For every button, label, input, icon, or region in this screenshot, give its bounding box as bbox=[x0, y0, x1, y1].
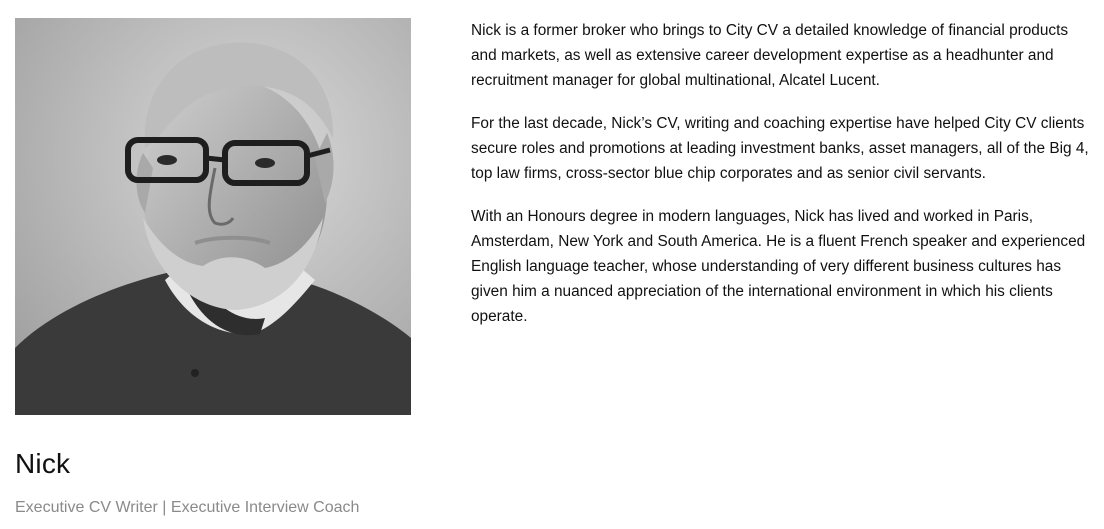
bio-paragraph-1: Nick is a former broker who brings to City CV a detailed knowledge of financial products and markets, as well as extensive career development expertise as a headhunter and recruitment manager for global multinational, Alcatel Lucent. bbox=[471, 22, 1069, 89]
bio-text bbox=[471, 18, 1097, 347]
profile-name: Nick bbox=[15, 448, 71, 479]
bio-paragraph-3: With an Honours degree in modern languages, Nick has lived and worked in Paris, Amsterdam, New York and South America. He is a fluent French speaker and experienced English language teacher, whose understanding of very different business cultures has given him a nuanced appreciation of the international environment in which his clients operate. bbox=[471, 208, 1086, 325]
bio-paragraph-2: For the last decade, Nick’s CV, writing and coaching expertise have helped City CV clients secure roles and promotions at leading investment banks, asset managers, all of the Big 4, top law firms, cross-sector blue chip corporates and as senior civil servants. bbox=[471, 115, 1089, 182]
profile-photo bbox=[15, 18, 411, 415]
portrait-illustration bbox=[15, 18, 411, 415]
profile-role: Executive CV Writer | Executive Interview Coach bbox=[15, 499, 360, 516]
